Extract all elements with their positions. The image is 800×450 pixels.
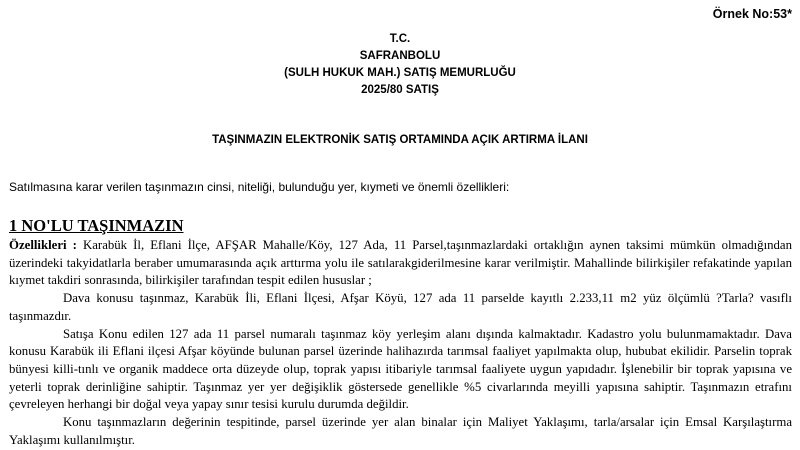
paragraph-2: Dava konusu taşınmaz, Karabük İli, Eflani İlçesi, Afşar Köyü, 127 ada 11 parselde kayıtlı 2.233,11 m2 yüz ölçümlü ?Tarla? vasıflı taşınmazdır.	[9, 291, 792, 323]
ozellikler-paragraph	[9, 237, 792, 290]
document-header	[0, 31, 800, 99]
announcement-title: TAŞINMAZIN ELEKTRONİK SATIŞ ORTAMINDA AÇIK ARTIRMA İLANI	[212, 134, 588, 146]
ozellikler-label: Özellikleri :	[9, 238, 77, 252]
sample-number: Örnek No:53*	[712, 7, 792, 21]
ozellikler-text: Karabük İl, Eflani İlçe, AFŞAR Mahalle/Köy, 127 Ada, 11 Parsel,taşınmazlardaki ortaklığın aynen taksimi mümkün olmadığından üzerindeki takyidatlarla beraber umumarasında açık arttırma yolu ile satılarakgiderilmesine karar verilmiştir. Mahallinde bilirkişiler refakatinde yapılan kıymet takdiri sonrasında, bilirkişiler tarafından tespit edilen hususlar ;	[9, 238, 792, 288]
paragraph-3: Satışa Konu edilen 127 ada 11 parsel numaralı taşınmaz köy yerleşim alanı dışında kalmaktadır. Kadastro yolu bulunmamaktadır. Dava konusu Karabük ili Eflani ilçesi Afşar köyünde bulunan parsel üzerinde halihazırda tarımsal faaliyet yapılmakta olup, hububat ekilidir. Parselin toprak bünyesi killi-tınlı ve organik maddece orta düzeyde olup, toprak yapısı itibariyle tarımsal faaliyete uygun yapıdadır. İşlenebilir bir toprak yapısına ve yeterli toprak derinliğine sahiptir. Taşınmaz yer yer değişiklik göstersede genellikle %5 civarlarında meyilli yapısına sahiptir. Taşınmazın etrafını çevreleyen herhangi bir doğal veya yapay sınır tesisi kurulu durumda değildir.	[9, 326, 792, 412]
header-city: SAFRANBOLU	[359, 50, 441, 62]
header-office: (SULH HUKUK MAH.) SATIŞ MEMURLUĞU	[284, 67, 516, 79]
paragraph-4: Konu taşınmazların değerinin tespitinde, parsel üzerinde yer alan binalar için Maliyet Yaklaşımı, tarla/arsalar için Emsal Karşılaştırma Yaklaşımı kullanılmıştır.	[9, 415, 792, 447]
header-tc: T.C.	[389, 33, 411, 45]
section-title: 1 NO'LU TAŞINMAZIN	[9, 216, 184, 235]
header-file-number: 2025/80 SATIŞ	[361, 84, 439, 96]
intro-text: Satılmasına karar verilen taşınmazın cinsi, niteliği, bulunduğu yer, kıymeti ve önemli özellikleri:	[9, 180, 510, 194]
property-section	[9, 216, 792, 449]
